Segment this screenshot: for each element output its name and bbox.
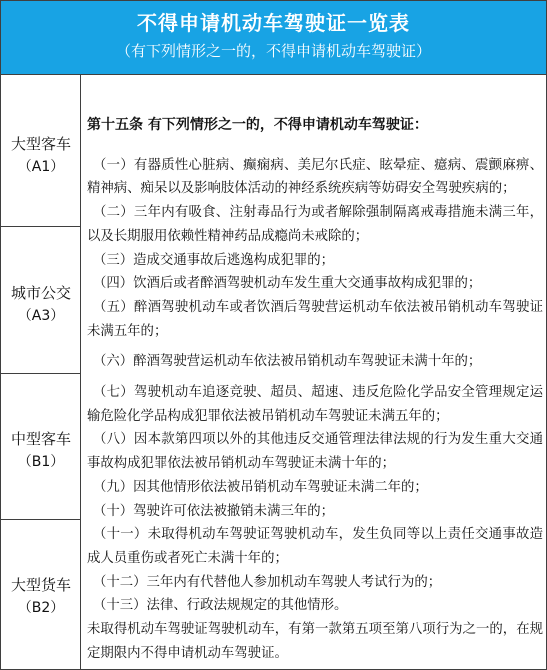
clause-5: （五）醉酒驾驶机动车或者饮酒后驾驶营运机动车依法被吊销机动车驾驶证未满五年的；	[87, 299, 543, 339]
category-a3	[1, 227, 81, 374]
clause-6: （六）醉酒驾驶营运机动车依法被吊销机动车驾驶证未满十年的；	[93, 354, 482, 370]
category-b1	[1, 374, 81, 520]
category-a1-code: （A1）	[17, 159, 65, 175]
clause-10: （十）驾驶许可依法被撤销未满三年的；	[93, 503, 335, 519]
final-note: 未取得机动车驾驶证驾驶机动车，有第一款第五项至第八项行为之一的，在规定期限内不得申请机动车驾驶证。	[87, 622, 543, 661]
table-title: 不得申请机动车驾驶证一览表	[137, 11, 410, 35]
category-b1-code: （B1）	[17, 454, 65, 470]
category-a1-name: 大型客车	[10, 135, 71, 153]
clause-9: （九）因其他情形依法被吊销机动车驾驶证未满二年的；	[93, 479, 428, 495]
category-b2-code: （B2）	[17, 600, 65, 616]
category-a3-code: （A3）	[17, 308, 65, 324]
category-b2	[1, 520, 81, 669]
clause-4: （四）饮酒后或者醉酒驾驶机动车发生重大交通事故构成犯罪的；	[93, 276, 482, 292]
category-b1-name: 中型客车	[10, 430, 71, 448]
category-b2-name: 大型货车	[10, 576, 71, 594]
category-a3-name: 城市公交	[10, 284, 71, 302]
clause-1: （一）有器质性心脏病、癫痫病、美尼尔氏症、眩晕症、癔病、震颤麻痹、精神病、痴呆以及影响肢体活动的神经系统疾病等妨碍安全驾驶疾病的；	[87, 157, 543, 197]
clause-3: （三）造成交通事故后逃逸构成犯罪的；	[93, 252, 335, 268]
category-b2-text	[1, 574, 81, 620]
article-title: 第十五条 有下列情形之一的，不得申请机动车驾驶证：	[87, 117, 428, 133]
clause-2: （二）三年内有吸食、注射毒品行为或者解除强制隔离戒毒措施未满三年，以及长期服用依赖性精神药品成瘾尚未戒除的；	[87, 205, 543, 244]
category-a1	[1, 75, 81, 227]
category-a1-text	[1, 133, 81, 179]
clause-12: （十二）三年内有代替他人参加机动车驾驶人考试行为的；	[93, 574, 442, 590]
table-subtitle: （有下列情形之一的，不得申请机动车驾驶证）	[115, 42, 431, 60]
clause-11: （十一）未取得机动车驾驶证驾驶机动车，发生负同等以上责任交通事故造成人员重伤或者死亡未满十年的；	[87, 527, 543, 566]
regulation-content	[87, 114, 543, 665]
clause-13: （十三）法律、行政法规规定的其他情形。	[93, 598, 348, 614]
table-header	[1, 1, 546, 75]
clause-7: （七）驾驶机动车追逐竞驶、超员、超速、违反危险化学品安全管理规定运输危险化学品构成犯罪依法被吊销机动车驾驶证未满五年的；	[87, 385, 543, 424]
category-a3-text	[1, 282, 81, 328]
category-b1-text	[1, 428, 81, 474]
clause-8: （八）因本款第四项以外的其他违反交通管理法律法规的行为发生重大交通事故构成犯罪依法被吊销机动车驾驶证未满十年的；	[87, 432, 543, 472]
license-category-column	[1, 75, 81, 669]
